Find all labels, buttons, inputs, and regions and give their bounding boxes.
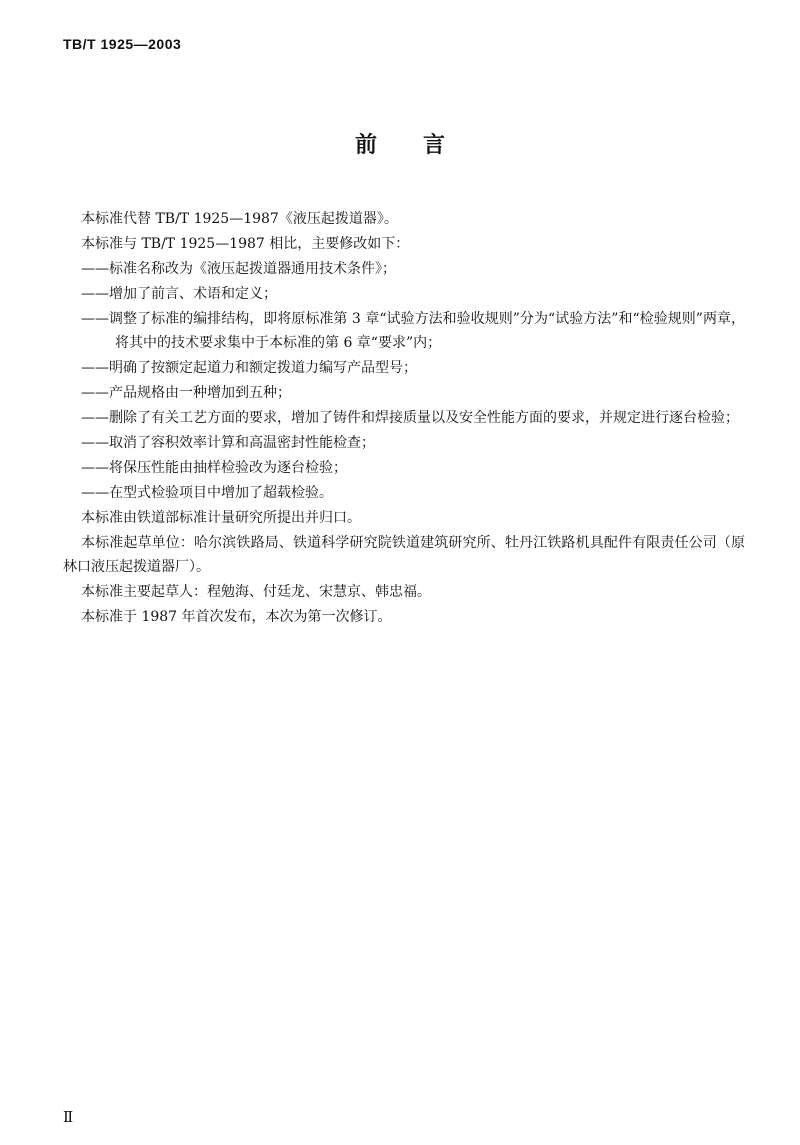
closing-paragraph: 本标准起草单位：哈尔滨铁路局、铁道科学研究院铁道建筑研究所、牡丹江铁路机具配件有限责任公司（原林口液压起拨道器厂）。 [63,535,745,575]
closing-paragraph: 本标准由铁道部标准计量研究所提出并归口。 [81,510,361,526]
intro-paragraph: 本标准与 TB/T 1925—1987 相比，主要修改如下： [81,236,410,252]
change-item: ——增加了前言、术语和定义； [81,286,277,302]
closing-paragraph: 本标准主要起草人：程勉海、付廷龙、宋慧京、韩忠福。 [81,584,431,600]
foreword-body [63,207,745,630]
change-item: ——明确了按额定起道力和额定拨道力编写产品型号； [81,360,417,376]
closing-paragraph: 本标准于 1987 年首次发布，本次为第一次修订。 [81,609,392,625]
page-number: Ⅱ [63,1108,74,1126]
change-item: ——在型式检验项目中增加了超载检验。 [81,485,333,501]
standard-code-header: TB/T 1925—2003 [63,36,182,52]
intro-paragraph: 本标准代替 TB/T 1925—1987《液压起拨道器》。 [81,211,398,227]
change-item: ——删除了有关工艺方面的要求，增加了铸件和焊接质量以及安全性能方面的要求，并规定进行逐台检验； [81,410,739,426]
change-item: ——将保压性能由抽样检验改为逐台检验； [81,460,347,476]
change-item: ——标准名称改为《液压起拨道器通用技术条件》； [81,261,396,277]
page-title: 前言 [354,133,491,158]
change-item: ——取消了容积效率计算和高温密封性能检查； [81,435,375,451]
change-item: ——产品规格由一种增加到五种； [81,385,291,401]
change-item: ——调整了标准的编排结构，即将原标准第 3 章“试验方法和验收规则”分为“试验方法”和“检验规则”两章，将其中的技术要求集中于本标准的第 6 章“要求”内； [81,311,745,351]
